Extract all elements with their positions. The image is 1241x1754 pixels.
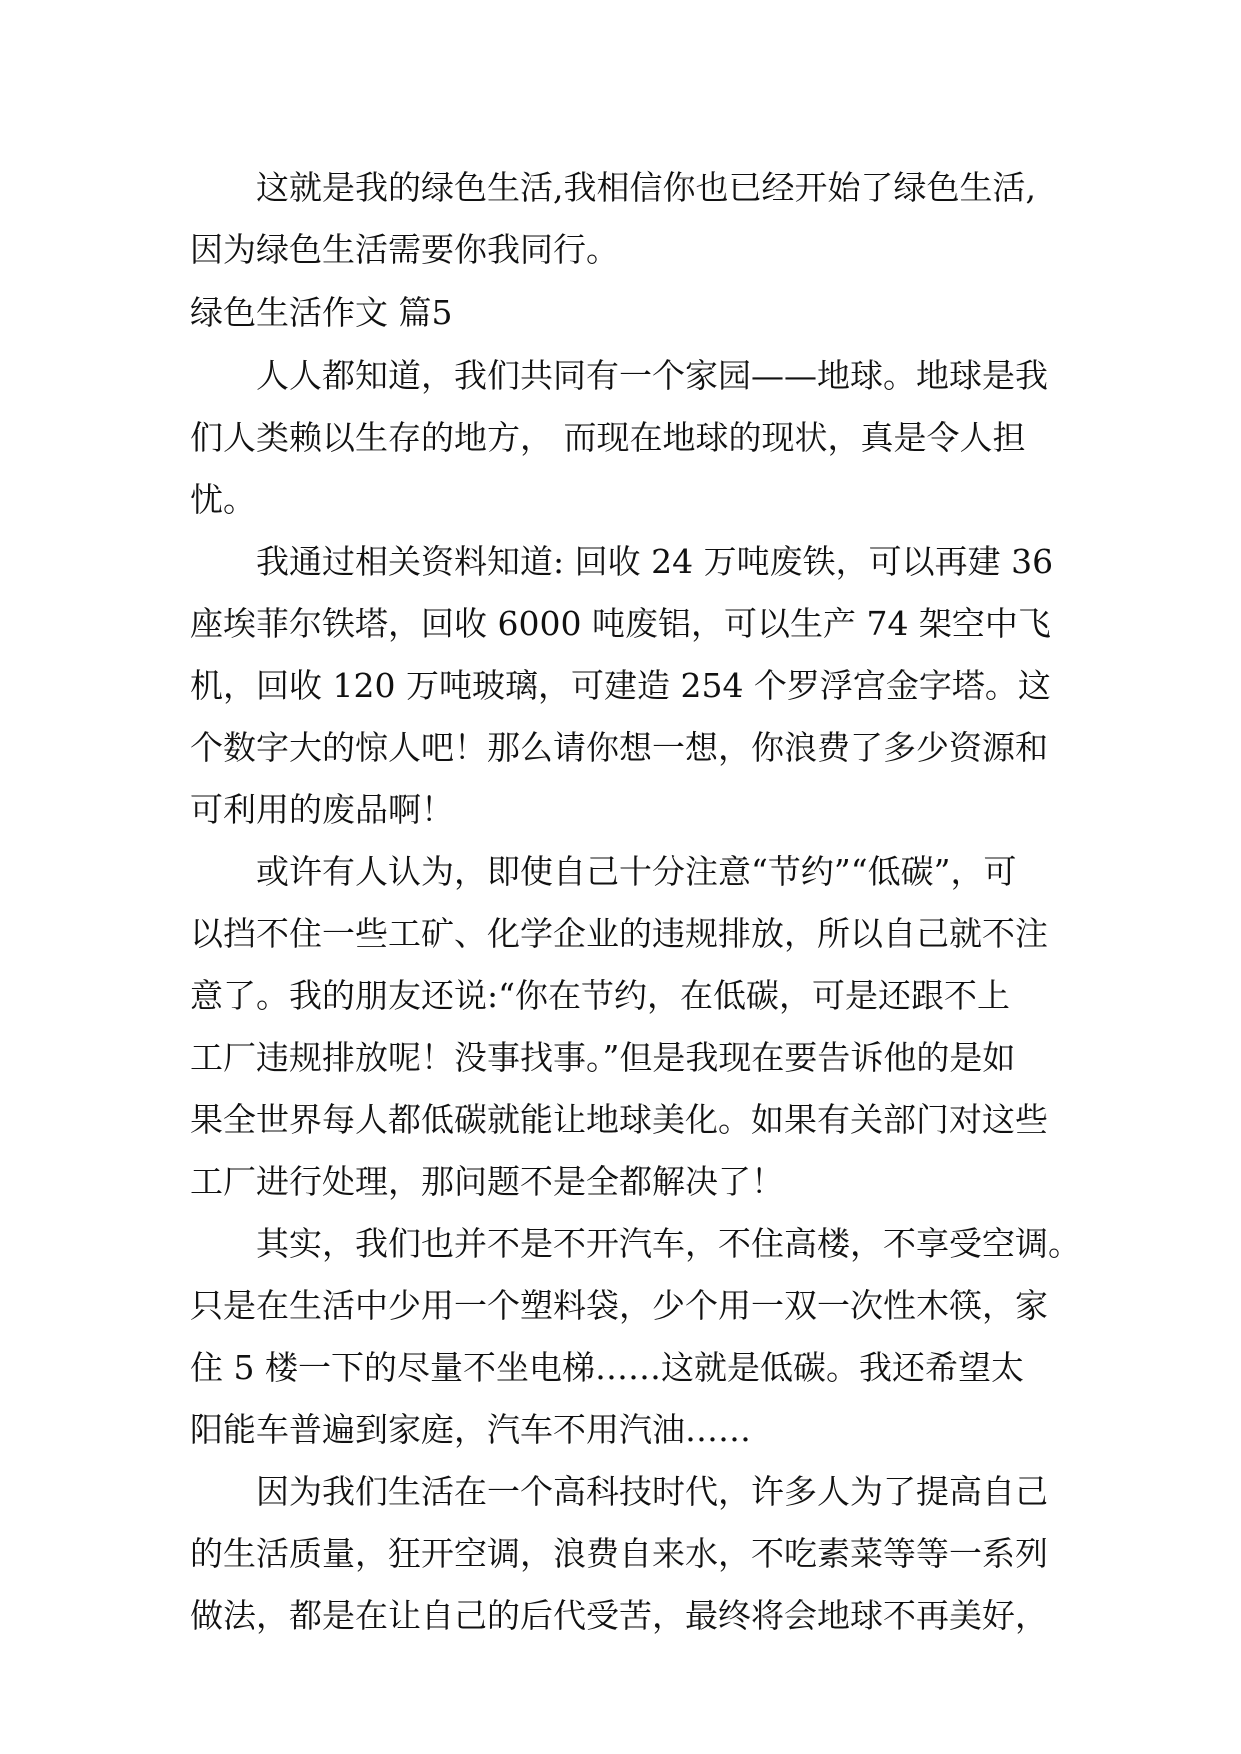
text-line: 住 5 楼一下的尽量不坐电梯……这就是低碳。我还希望太 [190,1348,1024,1387]
text-line: 座埃菲尔铁塔，回收 6000 吨废铝，可以生产 74 架空中飞 [190,604,1051,643]
text-line: 个数字大的惊人吧！那么请你想一想，你浪费了多少资源和 [190,728,1048,767]
text-line: 忧。 [190,480,256,519]
text-line: 意了。我的朋友还说:“你在节约，在低碳，可是还跟不上 [190,976,1010,1015]
text-line: 工厂违规排放呢！没事找事。”但是我现在要告诉他的是如 [190,1038,1016,1077]
text-line: 果全世界每人都低碳就能让地球美化。如果有关部门对这些 [190,1100,1048,1139]
text-line: 机，回收 120 万吨玻璃，可建造 254 个罗浮宫金字塔。这 [190,666,1051,705]
text-line: 可利用的废品啊！ [190,790,454,829]
text-line: 因为绿色生活需要你我同行。 [190,230,619,269]
text-line: 们人类赖以生存的地方， 而现在地球的现状，真是令人担 [190,418,1026,457]
paragraph-low-carbon-actions [190,1213,1090,1461]
text-line: 以挡不住一些工矿、化学企业的违规排放，所以自己就不注 [190,914,1048,953]
text-line: 只是在生活中少用一个塑料袋，少个用一双一次性木筷，家 [190,1286,1048,1325]
text-line: 阳能车普遍到家庭，汽车不用汽油…… [190,1410,751,1449]
text-line: 我通过相关资料知道: 回收 24 万吨废铁，可以再建 36 [256,542,1054,581]
article-text [190,157,1090,1647]
text-line: 因为我们生活在一个高科技时代，许多人为了提高自己 [256,1472,1048,1511]
paragraph-green-life-conclusion [190,157,1090,281]
text-line: 人人都知道，我们共同有一个家园——地球。地球是我 [256,356,1048,395]
text-line: 或许有人认为，即使自己十分注意“节约”“低碳”，可 [256,852,1017,891]
text-line: 的生活质量，狂开空调，浪费自来水，不吃素菜等等一系列 [190,1534,1048,1573]
paragraph-recycling-facts [190,531,1090,841]
text-line: 做法，都是在让自己的后代受苦，最终将会地球不再美好， [190,1596,1048,1635]
text-line: 工厂进行处理，那问题不是全都解决了！ [190,1162,784,1201]
paragraph-earth-home [190,345,1090,531]
section-heading: 绿色生活作文 篇5 [190,293,453,332]
text-line: 这就是我的绿色生活,我相信你也已经开始了绿色生活, [256,168,1036,207]
paragraph-low-carbon-opinion [190,841,1090,1213]
text-line: 其实，我们也并不是不开汽车，不住高楼，不享受空调。 [256,1224,1081,1263]
paragraph-high-tech-era [190,1461,1090,1647]
